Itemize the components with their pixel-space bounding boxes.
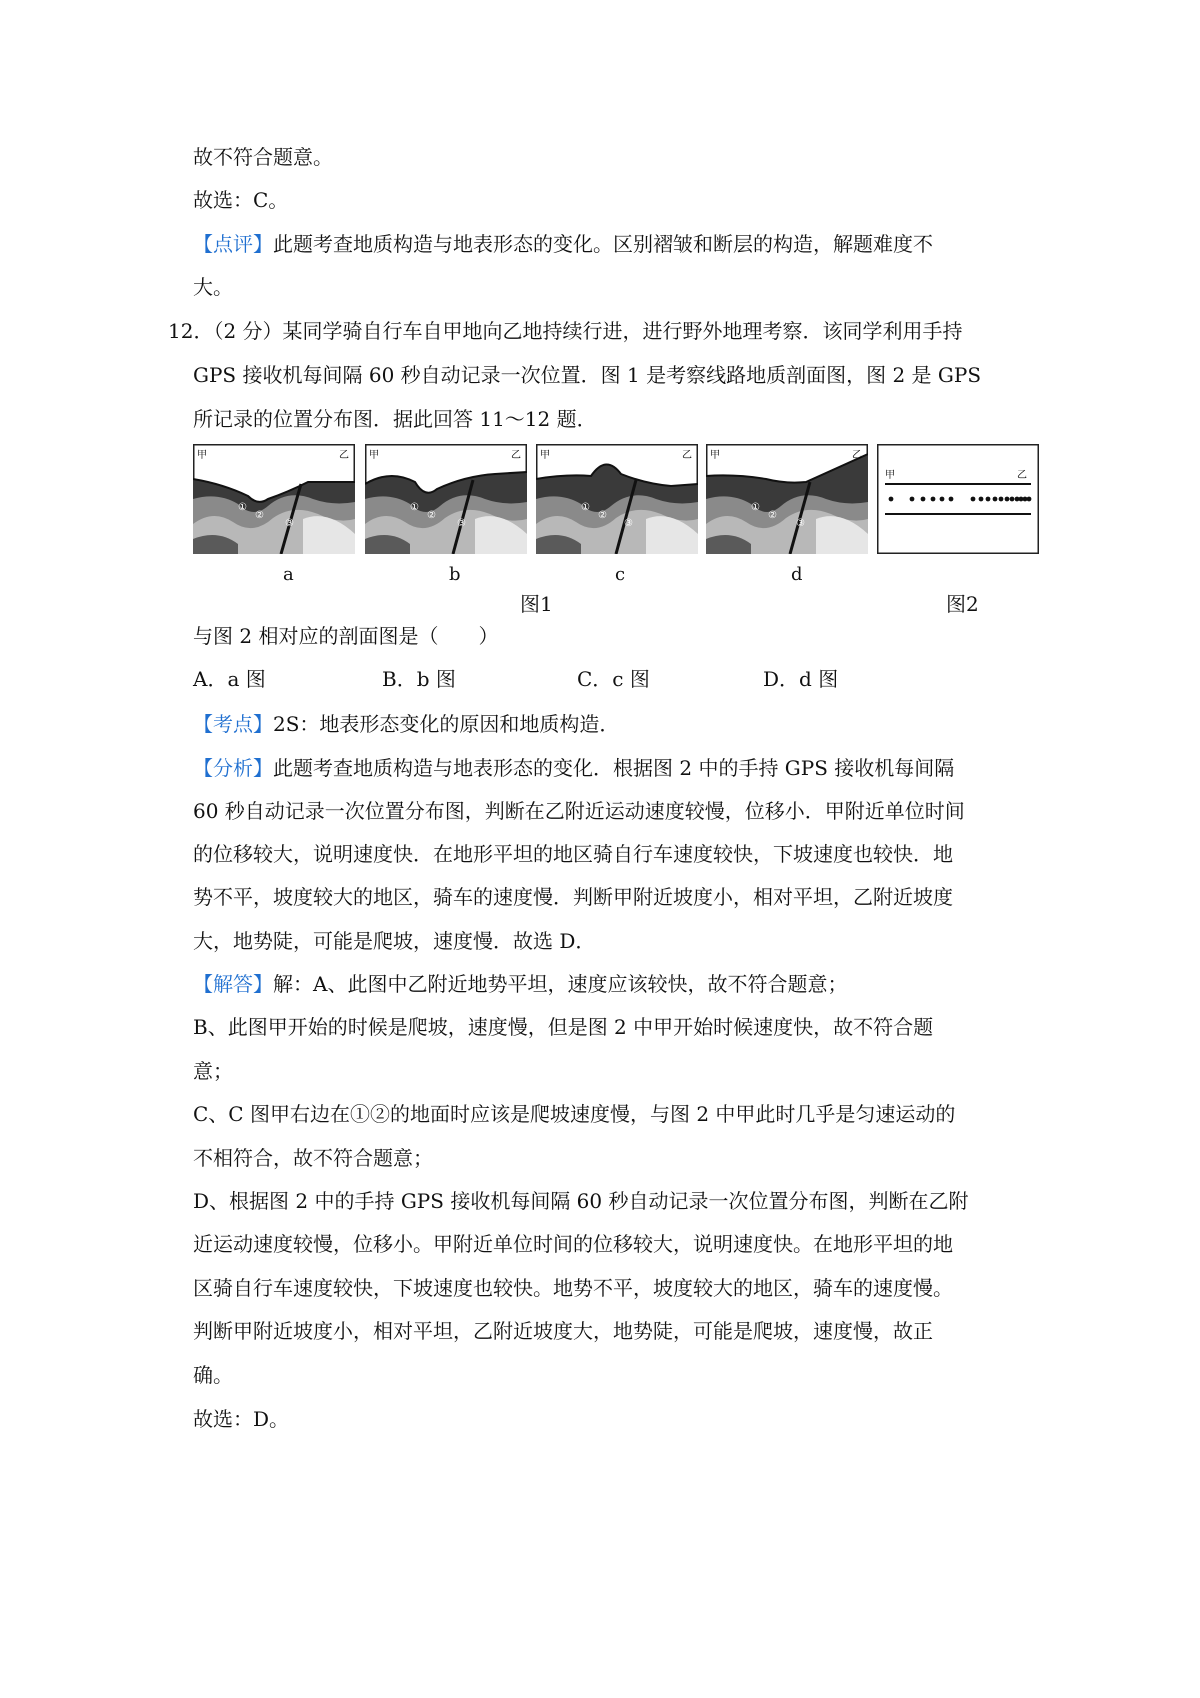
stratum-marker: ③ <box>624 518 633 529</box>
geologic-profile-a <box>193 444 355 554</box>
stratum-marker: ① <box>410 502 419 513</box>
corner-label-jia: 甲 <box>369 450 379 461</box>
corner-label-jia: 甲 <box>197 450 207 461</box>
corner-label-yi: 乙 <box>1017 470 1027 481</box>
option-b: B．b 图 <box>382 667 456 691</box>
kaodian-tag: 【考点】 <box>193 712 273 736</box>
stratum-marker: ② <box>598 510 607 521</box>
fenxi-line: 势不平，坡度较大的地区，骑车的速度慢．判断甲附近坡度小，相对平坦，乙附近坡度 <box>193 885 953 909</box>
stratum-marker: ① <box>581 502 590 513</box>
jieda-first: 解：A、此图中乙附近地势平坦，速度应该较快，故不符合题意； <box>273 972 848 996</box>
corner-label-jia: 甲 <box>710 450 720 461</box>
jieda-line: B、此图甲开始的时候是爬坡，速度慢，但是图 2 中甲开始时候速度快，故不符合题 <box>193 1015 934 1039</box>
review-text: 此题考查地质构造与地表形态的变化。区别褶皱和断层的构造，解题难度不 <box>273 232 933 256</box>
gps-position-figure <box>877 444 1039 554</box>
question-line-1: 12．（2 分）某同学骑自行车自甲地向乙地持续行进，进行野外地理考察．该同学利用手持 <box>168 319 963 343</box>
jieda-line: 不相符合，故不符合题意； <box>193 1146 433 1170</box>
final-answer: 故选：D。 <box>193 1407 290 1431</box>
fenxi-paragraph <box>193 754 954 782</box>
corner-label-yi: 乙 <box>852 450 862 461</box>
fenxi-line: 此题考查地质构造与地表形态的变化．根据图 2 中的手持 GPS 接收机每间隔 <box>273 756 955 780</box>
fenxi-tag: 【分析】 <box>193 756 273 780</box>
review-tag: 【点评】 <box>193 232 273 256</box>
fenxi-line: 的位移较大，说明速度快．在地形平坦的地区骑自行车速度较快，下坡速度也较快．地 <box>193 842 953 866</box>
kaodian-text: 2S：地表形态变化的原因和地质构造． <box>273 712 620 736</box>
review-cont: 大。 <box>193 275 233 299</box>
question-line-2: GPS 接收机每间隔 60 秒自动记录一次位置．图 1 是考察线路地质剖面图，图 2 是 GPS <box>193 363 982 387</box>
corner-label-jia: 甲 <box>885 470 895 481</box>
kaodian-paragraph <box>193 710 619 738</box>
panel-label-a: a <box>283 564 294 585</box>
figure-1-caption: 图1 <box>520 592 553 616</box>
geologic-profile-d <box>706 444 868 554</box>
jieda-line: 区骑自行车速度较快，下坡速度也较快。地势不平，坡度较大的地区，骑车的速度慢。 <box>193 1276 953 1300</box>
jieda-paragraph <box>193 970 847 998</box>
option-a: A．a 图 <box>193 667 266 691</box>
jieda-line: D、根据图 2 中的手持 GPS 接收机每间隔 60 秒自动记录一次位置分布图，判断在乙附 <box>193 1189 969 1213</box>
stratum-marker: ② <box>427 510 436 521</box>
stratum-marker: ① <box>751 502 760 513</box>
fenxi-line: 60 秒自动记录一次位置分布图，判断在乙附近运动速度较慢，位移小．甲附近单位时间 <box>193 799 965 823</box>
option-d: D．d 图 <box>763 667 839 691</box>
jieda-line: 判断甲附近坡度小，相对平坦，乙附近坡度大，地势陡，可能是爬坡，速度慢，故正 <box>193 1319 933 1343</box>
geologic-profile-b <box>365 444 527 554</box>
stratum-marker: ② <box>255 510 264 521</box>
stratum-marker: ③ <box>285 518 294 529</box>
stratum-marker: ② <box>768 510 777 521</box>
geologic-profile-c <box>536 444 698 554</box>
corner-label-jia: 甲 <box>540 450 550 461</box>
question-prompt: 与图 2 相对应的剖面图是（ ） <box>193 624 499 648</box>
stratum-marker: ① <box>238 502 247 513</box>
corner-label-yi: 乙 <box>682 450 692 461</box>
jieda-tag: 【解答】 <box>193 972 273 996</box>
stratum-marker: ③ <box>796 518 805 529</box>
corner-label-yi: 乙 <box>339 450 349 461</box>
option-c: C．c 图 <box>577 667 650 691</box>
review-paragraph <box>193 230 933 258</box>
text-line: 故不符合题意。 <box>193 145 333 169</box>
panel-label-b: b <box>449 564 461 585</box>
jieda-line: 确。 <box>193 1363 233 1387</box>
question-line-3: 所记录的位置分布图．据此回答 11～12 题． <box>193 407 597 431</box>
panel-label-c: c <box>615 564 626 585</box>
figure-2-caption: 图2 <box>946 592 979 616</box>
corner-label-yi: 乙 <box>511 450 521 461</box>
panel-label-d: d <box>791 564 803 585</box>
answer-line: 故选：C。 <box>193 188 289 212</box>
jieda-line: C、C 图甲右边在①②的地面时应该是爬坡速度慢，与图 2 中甲此时几乎是匀速运动的 <box>193 1102 956 1126</box>
jieda-line: 近运动速度较慢，位移小。甲附近单位时间的位移较大，说明速度快。在地形平坦的地 <box>193 1232 953 1256</box>
jieda-line: 意； <box>193 1059 233 1083</box>
fenxi-line: 大，地势陡，可能是爬坡，速度慢．故选 D． <box>193 929 596 953</box>
stratum-marker: ③ <box>457 518 466 529</box>
